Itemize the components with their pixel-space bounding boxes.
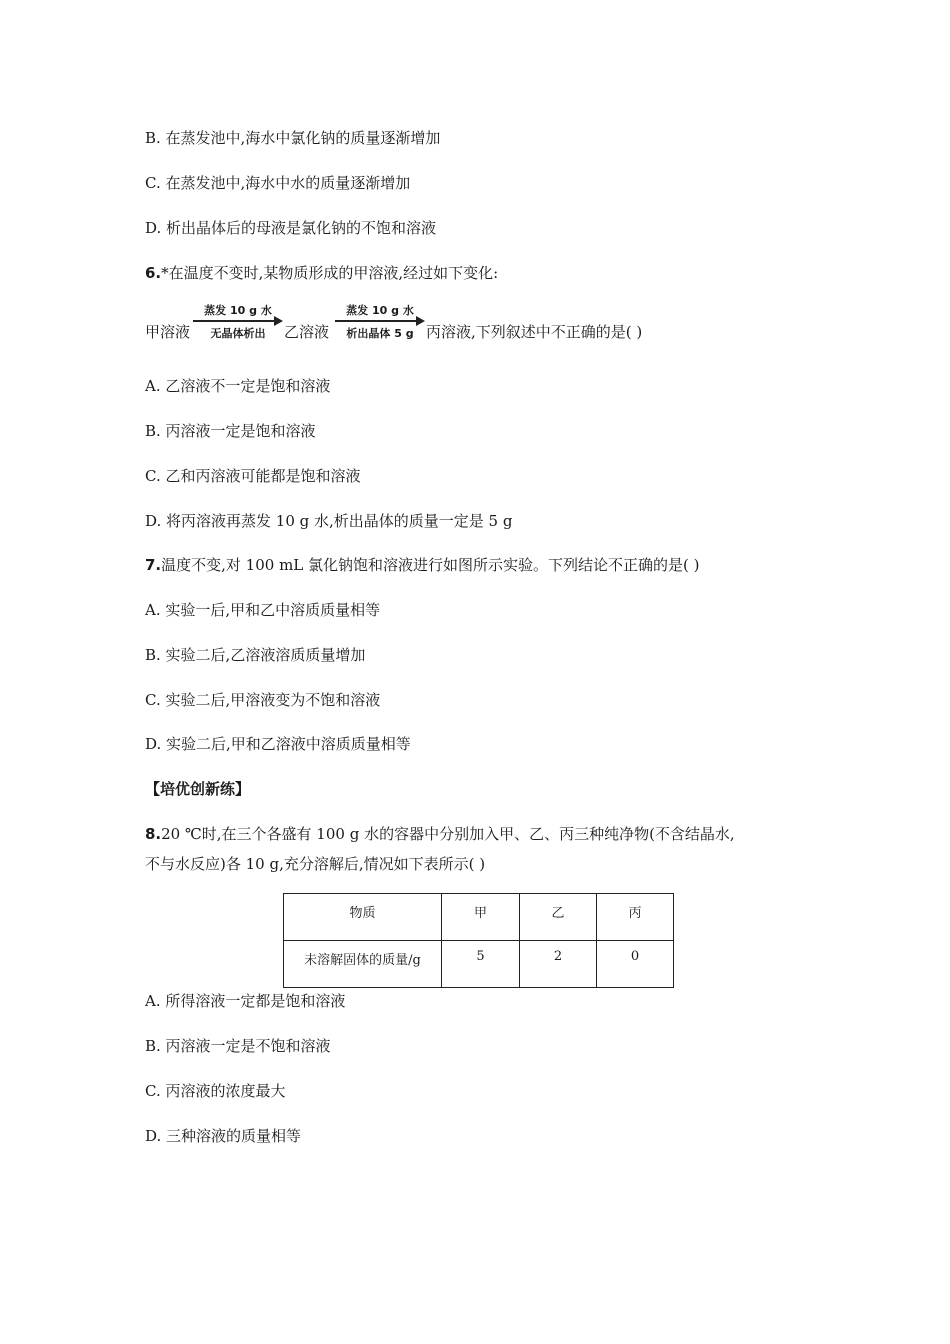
q7-option-c: C. 实验二后,甲溶液变为不饱和溶液 xyxy=(145,691,381,709)
q5-option-b: B. 在蒸发池中,海水中氯化钠的质量逐渐增加 xyxy=(145,129,441,147)
q6-option-c: C. 乙和丙溶液可能都是饱和溶液 xyxy=(145,467,361,485)
q8-stem-line-1 xyxy=(145,824,735,844)
table-header-cell: 物质 xyxy=(284,894,442,941)
q7-option-b: B. 实验二后,乙溶液溶质质量增加 xyxy=(145,646,366,664)
flow-arrow-2-result: 析出晶体 5 g xyxy=(346,327,414,340)
q7-stem-line xyxy=(145,555,700,575)
flow-arrow-1-shaft xyxy=(193,320,277,322)
q8-option-b: B. 丙溶液一定是不饱和溶液 xyxy=(145,1037,331,1055)
q8-option-d: D. 三种溶液的质量相等 xyxy=(145,1127,302,1145)
table-header-cell: 甲 xyxy=(442,894,520,941)
section-heading: 【培优创新练】 xyxy=(145,780,251,798)
q8-stem-line-2: 不与水反应)各 10 g,充分溶解后,情况如下表所示( ) xyxy=(145,855,486,873)
q6-stem: *在温度不变时,某物质形成的甲溶液,经过如下变化: xyxy=(161,264,499,282)
table-cell: 2 xyxy=(520,941,597,988)
flow-arrow-1 xyxy=(193,300,283,348)
table-header-cell: 乙 xyxy=(520,894,597,941)
flow-mid-solution: 乙溶液 xyxy=(284,323,330,341)
q6-option-d: D. 将丙溶液再蒸发 10 g 水,析出晶体的质量一定是 5 g xyxy=(145,512,513,530)
q6-stem-line xyxy=(145,263,498,283)
q8-option-a: A. 所得溶液一定都是饱和溶液 xyxy=(145,992,346,1010)
q5-option-d: D. 析出晶体后的母液是氯化钠的不饱和溶液 xyxy=(145,219,437,237)
table-cell: 0 xyxy=(597,941,674,988)
q7-option-d: D. 实验二后,甲和乙溶液中溶质质量相等 xyxy=(145,735,411,753)
flow-start-solution: 甲溶液 xyxy=(145,323,191,341)
flow-arrow-1-result: 无晶体析出 xyxy=(210,327,266,340)
q8-number: 8. xyxy=(145,825,162,843)
table-cell: 5 xyxy=(442,941,520,988)
q8-stem-1: 20 ℃时,在三个各盛有 100 g 水的容器中分别加入甲、乙、丙三种纯净物(不含结晶水, xyxy=(161,825,735,843)
flow-end-solution: 丙溶液,下列叙述中不正确的是( ) xyxy=(426,323,643,341)
q6-process-flow xyxy=(145,300,845,348)
flow-arrow-2-shaft xyxy=(335,320,419,322)
q8-option-c: C. 丙溶液的浓度最大 xyxy=(145,1082,286,1100)
q5-option-c: C. 在蒸发池中,海水中水的质量逐渐增加 xyxy=(145,174,411,192)
q7-stem: 温度不变,对 100 mL 氯化钠饱和溶液进行如图所示实验。下列结论不正确的是( ) xyxy=(161,556,700,574)
table-row xyxy=(284,941,674,988)
q7-option-a: A. 实验一后,甲和乙中溶质质量相等 xyxy=(145,601,381,619)
q6-number: 6. xyxy=(145,264,162,282)
table-cell: 未溶解固体的质量/g xyxy=(284,941,442,988)
table-header-row xyxy=(284,894,674,941)
q6-option-b: B. 丙溶液一定是饱和溶液 xyxy=(145,422,316,440)
table-header-cell: 丙 xyxy=(597,894,674,941)
q8-data-table xyxy=(283,893,674,988)
flow-arrow-1-condition: 蒸发 10 g 水 xyxy=(204,304,272,317)
q6-option-a: A. 乙溶液不一定是饱和溶液 xyxy=(145,377,331,395)
q7-number: 7. xyxy=(145,556,162,574)
flow-arrow-2 xyxy=(335,300,425,348)
flow-arrow-2-condition: 蒸发 10 g 水 xyxy=(346,304,414,317)
